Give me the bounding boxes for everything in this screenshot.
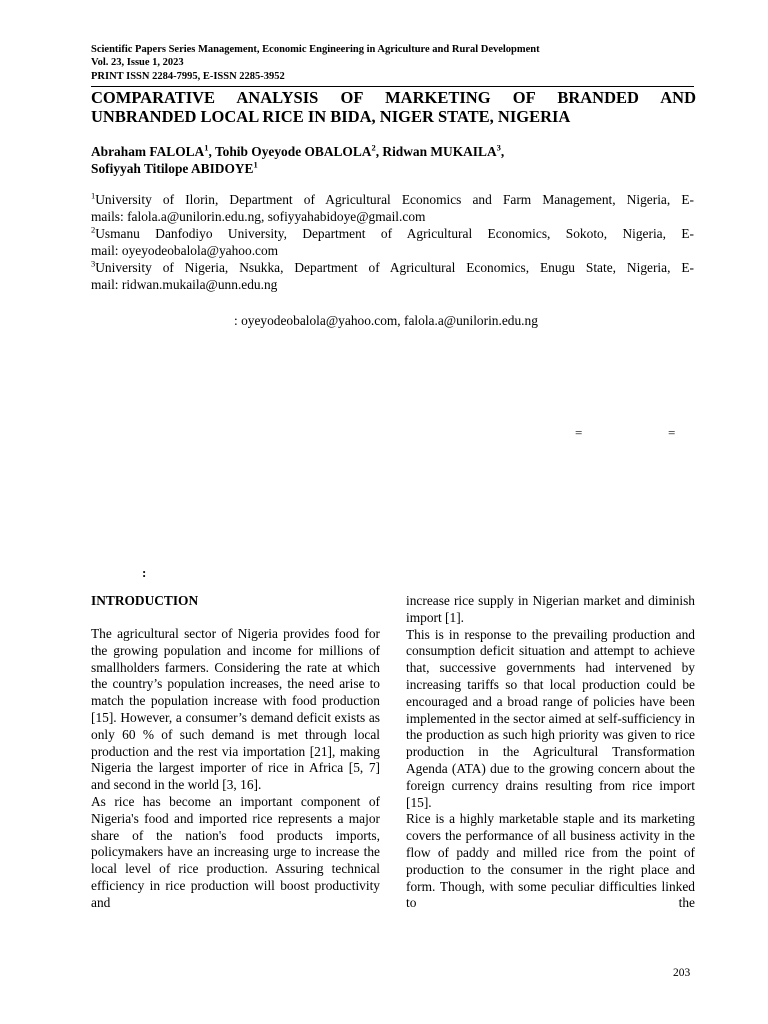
author-name: Sofiyyah Titilope ABIDOYE [91, 161, 254, 176]
left-column [91, 626, 380, 912]
right-column [406, 593, 695, 912]
affiliation-email: mail: ridwan.mukaila@unn.edu.ng [91, 276, 278, 292]
author-line-2 [91, 160, 504, 177]
section-heading: INTRODUCTION [91, 593, 199, 608]
journal-volume: Vol. 23, Issue 1, 2023 [91, 57, 184, 68]
author-sep: , [208, 144, 215, 159]
author-name: Tohib Oyeyode OBALOLA [214, 144, 372, 159]
paragraph: The agricultural sector of Nigeria provides food for the growing population and income for millions of smallholders farmers. Considering the rate at which the country’s population increases, the need arise to match the population increase with food production [15]. However, a consumer’s demand deficit exists as only 60 % of such demand is met through local production and the rest via importation [21], making Nigeria the largest importer of rice in Africa [5, 7] and second in the world [3, 16]. [91, 626, 380, 793]
equation-fragment: = [668, 425, 676, 440]
header-rule [91, 86, 694, 87]
journal-series: Scientific Papers Series Management, Economic Engineering in Agriculture and Rural Development [91, 44, 540, 55]
author-sup: 1 [204, 142, 209, 153]
title-line-1: COMPARATIVE ANALYSIS OF MARKETING OF BRANDED AND [91, 88, 696, 107]
author-sup: 2 [371, 142, 376, 153]
corresponding-author: : oyeyodeobalola@yahoo.com, falola.a@unilorin.edu.ng [234, 313, 538, 328]
affiliation-text: University of Ilorin, Department of Agricultural Economics and Farm Management, Nigeria, E- [95, 192, 694, 207]
affiliation-sup: 1 [91, 190, 96, 201]
author-list [91, 143, 504, 177]
affiliation-email: mail: oyeyodeobalola@yahoo.com [91, 242, 279, 258]
affiliation-line [91, 226, 694, 243]
equation-fragment: = [575, 425, 583, 440]
affiliation-line [91, 260, 694, 277]
affiliation-email: mails: falola.a@unilorin.edu.ng, sofiyyahabidoye@gmail.com [91, 208, 426, 224]
affiliation-text: University of Nigeria, Nsukka, Department of Agricultural Economics, Enugu State, Nigeria, E- [95, 260, 694, 275]
author-name: Ridwan MUKAILA [382, 144, 497, 159]
affiliation-sup: 2 [91, 224, 96, 235]
affiliation-3 [91, 260, 694, 294]
author-sep: , [500, 144, 505, 159]
author-sep: , [375, 144, 383, 159]
author-line-1 [91, 143, 504, 160]
paragraph: Rice is a highly marketable staple and its marketing covers the performance of all business activity in the flow of paddy and milled rice from the point of production to the consumer in the right place and form. Though, with some peculiar difficulties linked to the [406, 811, 695, 911]
keywords-colon: : [142, 565, 147, 580]
affiliation-line [91, 192, 694, 209]
affiliation-sup: 3 [91, 258, 96, 269]
author-name: Abraham FALOLA [91, 144, 205, 159]
paragraph: This is in response to the prevailing production and consumption deficit situation and attempt to achieve that, successive governments had intervened by increasing tariffs so that local production could be encouraged and a broad range of policies have been implemented in the sector aimed at self-sufficiency in the production as such high priority was given to rice production in the Agricultural Transformation Agenda (ATA) due to the growing concern about the foreign currency drains resulting from rice import [15]. [406, 626, 695, 810]
author-sup: 1 [253, 159, 258, 170]
paragraph: As rice has become an important component of Nigeria's food and imported rice represents a major share of the nation's food products imports, policymakers have an increasing urge to increase the local level of rice production. Assuring technical efficiency in rice production will boost productivity and [91, 793, 380, 910]
journal-issn: PRINT ISSN 2284-7995, E-ISSN 2285-3952 [91, 71, 285, 82]
affiliation-text: Usmanu Danfodiyo University, Department of Agricultural Economics, Sokoto, Nigeria, E- [95, 226, 694, 241]
author-sup: 3 [496, 142, 501, 153]
paper-title [91, 88, 696, 126]
title-line-2: UNBRANDED LOCAL RICE IN BIDA, NIGER STATE, NIGERIA [91, 107, 571, 126]
affiliation-2 [91, 226, 694, 260]
affiliation-1 [91, 192, 694, 226]
page-number: 203 [673, 967, 691, 979]
paragraph: increase rice supply in Nigerian market and diminish import [1]. [406, 593, 695, 625]
